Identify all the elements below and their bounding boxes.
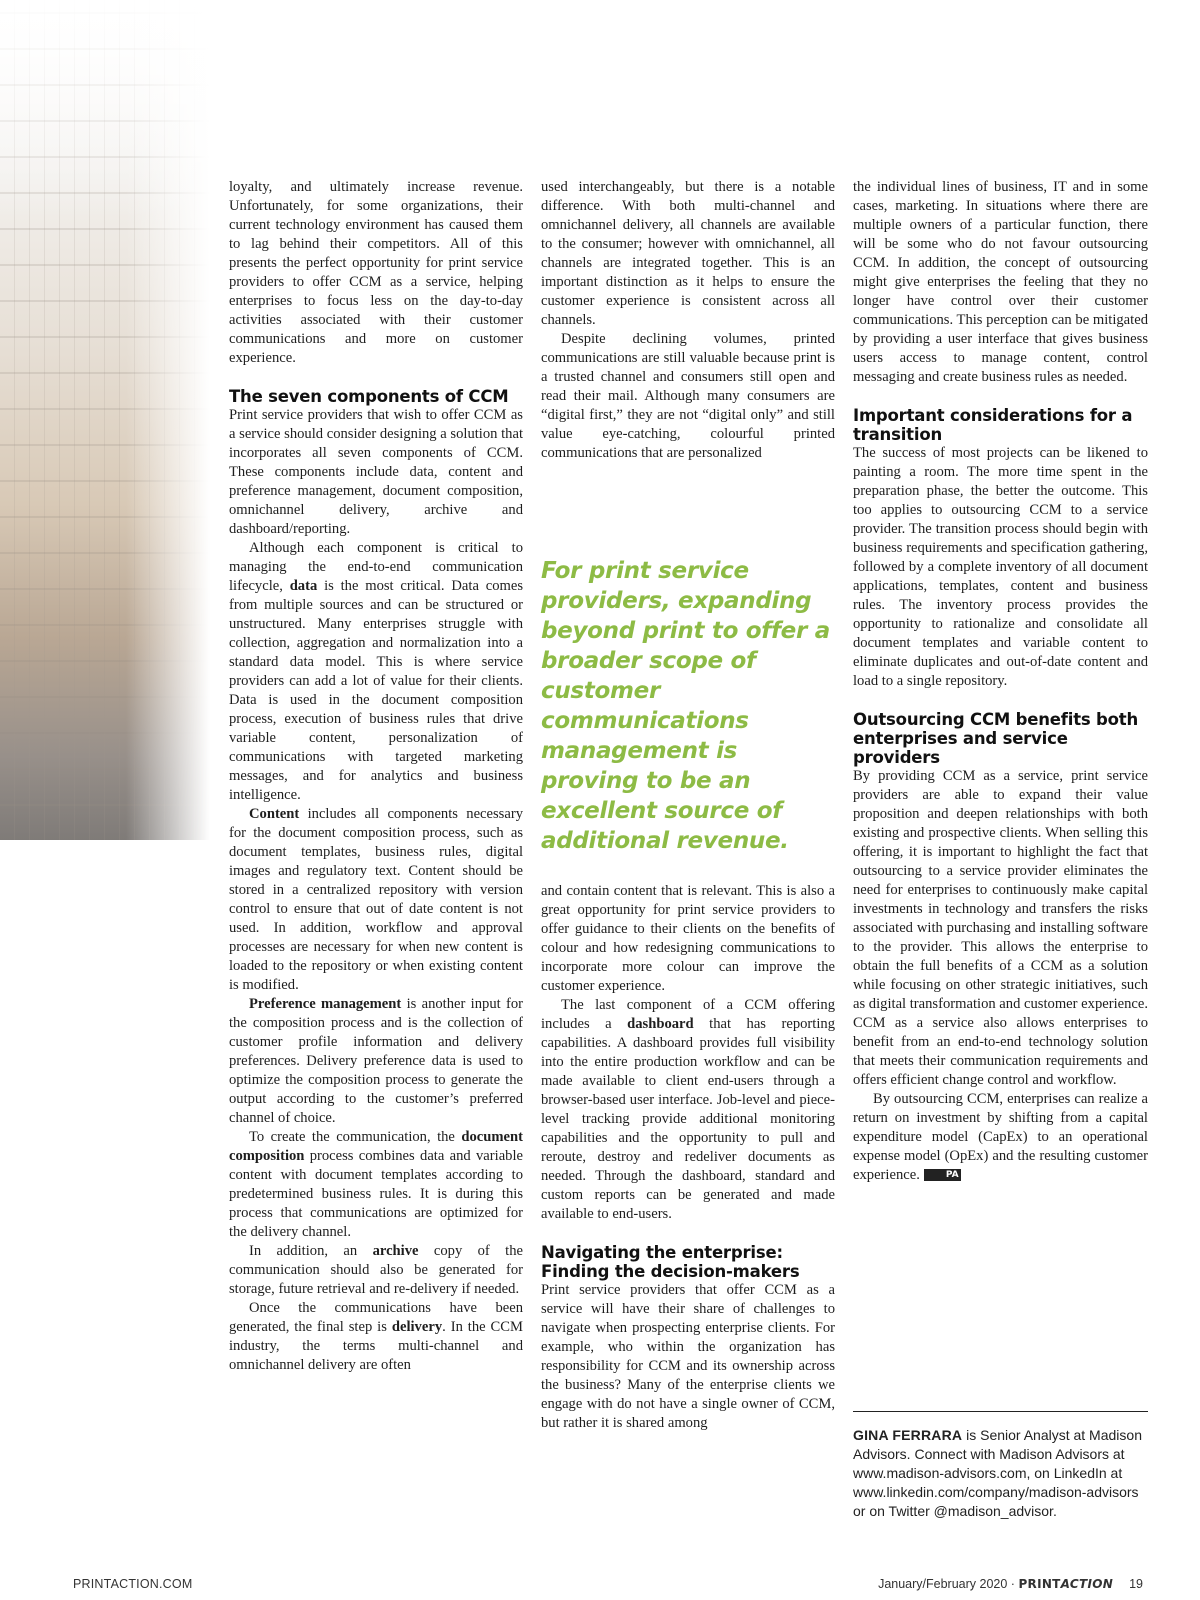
paragraph: loyalty, and ultimately increase revenue. Unfortunately, for some organizations, their current technology environment has caused them to lag behind their competitors. All of this presents the perfect opportunity for print service providers to offer CCM as a service, helping enterprises to focus less on the day-to-day activities associated with their customer communications and more on customer experience. (229, 179, 523, 366)
paragraph: the individual lines of business, IT and in some cases, marketing. In situations where there are multiple owners of a particular function, there will be some who do not favour outsourcing CCM. In addition, the concept of outsourcing might give enterprises the feeling that they no longer have control over their customer communications. This perception can be mitigated by providing a user interface that gives business users access to manage content, control messaging and create business rules as needed. (853, 179, 1148, 385)
section-heading-seven-components: The seven components of CCM (229, 387, 509, 406)
paragraph: used interchangeably, but there is a notable difference. With both multi-channel and omnichannel delivery, all channels are available to the consumer; however with omnichannel, all channels are integrated together. This is an important distinction as it helps to ensure the customer experience is consistent across all channels. (541, 179, 835, 328)
paragraph: and contain content that is relevant. This is also a great opportunity for print service providers to offer guidance to their clients on the benefits of colour and how redesigning communications to incorporate more colour can improve the customer experience. (541, 883, 835, 994)
article-column-3 (853, 178, 1148, 1185)
paragraph: The last component of a CCM offering includes a dashboard that has reporting capabilities. A dashboard provides full visibility into the entire production workflow and can be made available to client end-users through a browser-based user interface. Job-level and piece-level tracking provide additional monitoring capabilities and the opportunity to pull and reroute, destroy and redeliver documents as needed. Through the dashboard, standard and custom reports can be generated and made available to end-users. (541, 997, 835, 1222)
building-photo (0, 0, 210, 840)
paragraph: Print service providers that wish to offer CCM as a service should consider designing a solution that incorporates all seven components of CCM. These components include data, content and preference management, document composition, omnichannel delivery, archive and dashboard/reporting. (229, 407, 523, 537)
paragraph: By providing CCM as a service, print service providers are able to expand their value proposition and deepen relationships with both existing and prospective clients. When selling this offering, it is important to highlight the fact that outsourcing to a service provider eliminates the need for enterprises to continuously make capital investments in technology and transfers the risks associated with purchasing and installing software to the provider. This allows the enterprise to obtain the full benefits of a CCM as a solution while focusing on other strategic initiatives, such as digital transformation and customer experience. CCM as a service also allows enterprises to benefit from an end-to-end technology solution that meets their communication requirements and offers efficient change control and workflow. (853, 768, 1149, 1088)
end-mark-icon: PA (924, 1169, 961, 1181)
section-heading-considerations: Important considerations for a transition (853, 406, 1133, 444)
article-column-2-bottom (541, 882, 835, 1433)
paragraph: By outsourcing CCM, enterprises can realize a return on investment by shifting from a capital expenditure model (CapEx) to an operational expense model (OpEx) and the resulting customer experience. PA (853, 1091, 1148, 1183)
footer-site: PRINTACTION.COM (73, 1577, 193, 1591)
section-heading-benefits: Outsourcing CCM benefits both enterprises and service providers (853, 710, 1139, 767)
article-column-2-top (541, 178, 835, 463)
paragraph: Despite declining volumes, printed communications are still valuable because print is a trusted channel and consumers still open and read their mail. Although many consumers are “digital first,” they are not “digital only” and still value eye-catching, colourful printed communications that are personalized (541, 331, 835, 461)
paragraph: Although each component is critical to managing the end-to-end communication lifecycle, data is the most critical. Data comes from multiple sources and can be structured or unstructured. Many enterprises struggle with collection, aggregation and normalization into a standard data model. This is where service providers can add a lot of value for their clients. Data is used in the document composition process, execution of business rules that drive variable content, personalization of communications with targeted marketing messages, and for analytics and business intelligence. (229, 540, 524, 803)
bio-divider (853, 1411, 1148, 1412)
footer-issue: January/February 2020 · PRINTACTION 19 (878, 1577, 1143, 1591)
paragraph: Once the communications have been generated, the final step is delivery. In the CCM industry, the terms multi-channel and omnichannel delivery are often (229, 1300, 524, 1373)
paragraph: Content includes all components necessary for the document composition process, such as document templates, business rules, digital images and regulatory text. Content should be stored in a centralized repository with version control to ensure that out of date content is not used. In addition, workflow and approval processes are necessary for when new content is loaded to the repository or when existing content is modified. (229, 806, 523, 993)
paragraph: Preference management is another input for the composition process and is the collection of customer profile information and delivery preferences. Delivery preference data is used to optimize the composition process to generate the output according to the customer’s preferred channel of choice. (229, 996, 523, 1126)
pull-quote: For print service providers, expanding beyond print to offer a broader scope of customer communications management is proving to be an excellent source of additional revenue. (541, 558, 830, 854)
paragraph: To create the communication, the document composition process combines data and variable content with document templates according to predetermined business rules. It is during this process that communications are optimized for the delivery channel. (229, 1129, 523, 1240)
page-number: 19 (1129, 1577, 1143, 1591)
paragraph: In addition, an archive copy of the communication should also be generated for storage, future retrieval and re-delivery if needed. (229, 1243, 523, 1297)
article-column-1 (229, 178, 523, 1375)
paragraph: Print service providers that offer CCM as a service will have their share of challenges to navigate when prospecting enterprise clients. For example, who within the organization has responsibility for CCM and its ownership across the business? Many of the enterprise clients we engage with do not have a single owner of CCM, but rather it is shared among (541, 1282, 835, 1431)
author-name: GINA FERRARA (853, 1427, 963, 1443)
author-bio-text: is Senior Analyst at Madison Advisors. Connect with Madison Advisors at www.madison-advisors.com, on LinkedIn at www.linkedin.com/company/madison-advisors or on Twitter @madison_advisor. (853, 1427, 1142, 1519)
brand-logo: PRINTACTION (1018, 1577, 1114, 1591)
author-bio (853, 1426, 1148, 1521)
paragraph: The success of most projects can be likened to painting a room. The more time spent in the preparation phase, the better the outcome. This too applies to outsourcing CCM to a service provider. The transition process should begin with business requirements and specification gathering, followed by a complete inventory of all document applications, templates, content and business rules. The inventory process provides the opportunity to rationalize and consolidate all document templates and variable content to eliminate duplicates and out-of-date content and load to a single repository. (853, 445, 1148, 689)
section-heading-navigating: Navigating the enterprise: Finding the decision-makers (541, 1243, 800, 1281)
